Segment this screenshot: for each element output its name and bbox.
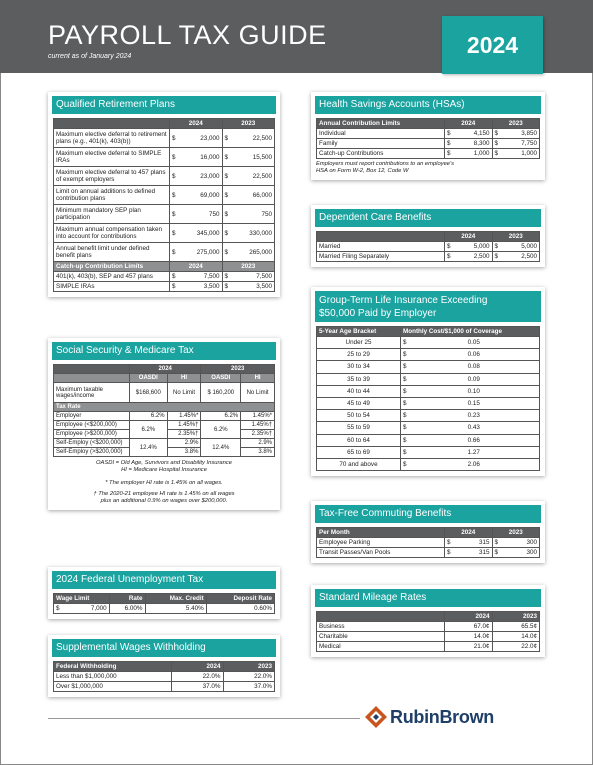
dollar-sign: $: [401, 434, 409, 446]
dollar-sign: $: [445, 538, 453, 548]
row-label: Family: [317, 139, 445, 149]
dollar-sign: $: [170, 129, 178, 148]
monthly-cost: 0.15: [409, 397, 540, 409]
monthly-cost: 0.09: [409, 373, 540, 385]
monthly-cost: 1.27: [409, 446, 540, 458]
dollar-sign: $: [222, 282, 230, 292]
header-cell: 2023: [492, 232, 540, 242]
table-row: [317, 458, 540, 470]
monthly-cost: 0.43: [409, 422, 540, 434]
value-2023: 66,000: [230, 186, 274, 205]
header-cell: [54, 374, 130, 383]
value-2023: 3,500: [230, 282, 274, 292]
header-cell: 2023: [223, 662, 275, 672]
value-2024: 16,000: [178, 148, 222, 167]
row-label: 401(k), 403(b), SEP and 457 plans: [54, 272, 170, 282]
table-cell: 0.60%: [206, 604, 274, 614]
table-cell: No Limit: [241, 383, 275, 403]
mileage-table: [316, 611, 540, 652]
row-label: Medical: [317, 642, 445, 652]
row-label: Maximum elective deferral to SIMPLE IRAs: [54, 148, 170, 167]
table-cell: 12.4%: [201, 439, 241, 457]
table-cell: 1.45%†: [167, 421, 201, 430]
value-2023: 7,500: [230, 272, 274, 282]
table-row: [317, 149, 540, 159]
row-label: Employee Parking: [317, 538, 445, 548]
value-2024: 345,000: [178, 224, 222, 243]
row-label: Maximum annual compensation taken into account for contributions: [54, 224, 170, 243]
dollar-sign: $: [170, 272, 178, 282]
footnote-3: plus an additional 0.9% on wages over $200,000.: [100, 498, 228, 504]
age-bracket: Under 25: [317, 337, 401, 349]
value-2024: 275,000: [178, 243, 222, 262]
header-cell: HI: [167, 374, 201, 383]
row-label: Maximum elective deferral to retirement plans (e.g., 401(k), 403(b)): [54, 129, 170, 148]
age-bracket: 65 to 69: [317, 446, 401, 458]
header-cell: Deposit Rate: [206, 594, 274, 604]
futa-card: [48, 567, 280, 619]
header-cell: Annual Contribution Limits: [317, 119, 445, 129]
value-2024: 3,500: [178, 282, 222, 292]
table-row: [317, 538, 540, 548]
value-2023: 22,500: [230, 167, 274, 186]
dollar-sign: $: [401, 458, 409, 470]
header-cell: Monthly Cost/$1,000 of Coverage: [401, 327, 540, 337]
catchup-header: Catch-up Contribution Limits: [54, 262, 170, 272]
dollar-sign: $: [222, 224, 230, 243]
value-2023: 1,000: [500, 149, 539, 159]
table-cell: 2.35%†: [241, 430, 275, 439]
header-cell: [54, 119, 170, 129]
value-2023: 7,750: [500, 139, 539, 149]
retirement-title: Qualified Retirement Plans: [52, 96, 276, 114]
value-2024: 315: [453, 538, 492, 548]
header-cell: 2023: [222, 119, 275, 129]
dollar-sign: $: [170, 167, 178, 186]
value-2023: 14.0¢: [492, 632, 540, 642]
hsa-table: [316, 118, 540, 159]
page-subtitle: current as of January 2024: [48, 53, 132, 60]
table-cell: $ 160,200: [201, 383, 241, 403]
mileage-title: Standard Mileage Rates: [315, 589, 541, 607]
dollar-sign: $: [492, 548, 500, 558]
header-cell: Federal Withholding: [54, 662, 172, 672]
header-cell: 2024: [170, 262, 223, 272]
header-cell: Rate: [109, 594, 145, 604]
dollar-sign: $: [401, 361, 409, 373]
table-row: [317, 397, 540, 409]
table-cell: Maximum taxable wages/income: [54, 383, 130, 403]
dollar-sign: $: [445, 139, 453, 149]
table-cell: 5.40%: [145, 604, 206, 614]
dollar-sign: $: [401, 337, 409, 349]
dollar-sign: $: [222, 129, 230, 148]
footnote: [53, 480, 275, 505]
value-2024: 8,300: [453, 139, 492, 149]
futa-table: [53, 593, 275, 614]
value-2024: 21.0¢: [445, 642, 493, 652]
value-2023: 3,850: [500, 129, 539, 139]
dollar-sign: $: [445, 149, 453, 159]
supplemental-card: [48, 635, 280, 697]
table-cell: 2.9%: [167, 439, 201, 448]
value-2023: 65.5¢: [492, 622, 540, 632]
table-row: [54, 205, 275, 224]
table-row: [54, 148, 275, 167]
page-title: PAYROLL TAX GUIDE: [48, 20, 327, 50]
table-row: [317, 242, 540, 252]
table-cell: 6.2%: [201, 412, 241, 421]
row-label: Charitable: [317, 632, 445, 642]
table-row: [317, 632, 540, 642]
row-label: Individual: [317, 129, 445, 139]
value-2023: 15,500: [230, 148, 274, 167]
header-cell: 2024: [445, 528, 493, 538]
dollar-sign: $: [445, 252, 453, 262]
header-cell: 2024: [172, 662, 224, 672]
header-cell: [317, 612, 445, 622]
row-label: Married: [317, 242, 445, 252]
dollar-sign: $: [222, 186, 230, 205]
table-cell: 6.00%: [109, 604, 145, 614]
value-2024: 14.0¢: [445, 632, 493, 642]
table-cell: Self-Employ (<$200,000): [54, 439, 130, 448]
table-cell: No Limit: [167, 383, 201, 403]
table-cell: 3.8%: [241, 448, 275, 457]
table-row: [317, 252, 540, 262]
table-cell: Employer: [54, 412, 130, 421]
value-2024: 4,150: [453, 129, 492, 139]
row-label: Minimum mandatory SEP plan participation: [54, 205, 170, 224]
supplemental-title: Supplemental Wages Withholding: [52, 639, 276, 657]
gtl-card: [311, 287, 545, 476]
table-row: [317, 373, 540, 385]
monthly-cost: 0.06: [409, 349, 540, 361]
value-2024: 7,500: [178, 272, 222, 282]
value-2023: 2,500: [500, 252, 539, 262]
rubinbrown-logo: [364, 705, 494, 729]
tax-rate-header: Tax Rate: [54, 403, 275, 412]
dollar-sign: $: [401, 397, 409, 409]
row-label: Less than $1,000,000: [54, 672, 172, 682]
legend-note: [53, 460, 275, 474]
table-row: [317, 337, 540, 349]
dollar-sign: $: [170, 148, 178, 167]
social-title: Social Security & Medicare Tax: [52, 342, 276, 360]
table-row: [54, 243, 275, 262]
table-row: [54, 129, 275, 148]
dollar-sign: $: [445, 129, 453, 139]
value-2023: 22,500: [230, 129, 274, 148]
value-2024: 23,000: [178, 129, 222, 148]
table-cell: 1.45%*: [167, 412, 201, 421]
monthly-cost: 0.23: [409, 410, 540, 422]
header-cell: Per Month: [317, 528, 445, 538]
table-cell: Employee (<$200,000): [54, 421, 130, 430]
row-label: Maximum elective deferral to 457 plans of exempt employers: [54, 167, 170, 186]
value-2024: 67.0¢: [445, 622, 493, 632]
header-cell: 2023: [492, 119, 540, 129]
gtl-title-line1: Group-Term Life Insurance Exceeding: [319, 295, 488, 306]
value-2024: 2,500: [453, 252, 492, 262]
dollar-sign: $: [54, 604, 62, 614]
hsa-note-2: HSA on Form W-2, Box 12, Code W: [316, 168, 409, 174]
table-row: [54, 186, 275, 205]
hsa-note-1: Employers must report contributions to an employee's: [316, 161, 455, 167]
table-row: [317, 422, 540, 434]
dependent-card: [311, 205, 545, 267]
table-row: [317, 548, 540, 558]
retirement-card: [48, 92, 280, 297]
row-label: Transit Passes/Van Pools: [317, 548, 445, 558]
header-cell: 2024: [130, 365, 201, 374]
dollar-sign: $: [222, 272, 230, 282]
row-label: Annual benefit limit under defined benefit plans: [54, 243, 170, 262]
hsa-title: Health Savings Accounts (HSAs): [315, 96, 541, 114]
dollar-sign: $: [222, 205, 230, 224]
age-bracket: 35 to 39: [317, 373, 401, 385]
value-2024: 750: [178, 205, 222, 224]
dollar-sign: $: [492, 538, 500, 548]
dollar-sign: $: [492, 149, 500, 159]
value-2023: 330,000: [230, 224, 274, 243]
dependent-title: Dependent Care Benefits: [315, 209, 541, 227]
footnote-2: † The 2020-21 employee HI rate is 1.45% on all wages: [93, 491, 235, 497]
logo-mark-icon: [364, 705, 388, 729]
dollar-sign: $: [492, 139, 500, 149]
value-2024: 315: [453, 548, 492, 558]
table-cell: 12.4%: [130, 439, 168, 457]
row-label: SIMPLE IRAs: [54, 282, 170, 292]
row-label: Limit on annual additions to defined contribution plans: [54, 186, 170, 205]
dollar-sign: $: [401, 422, 409, 434]
header-cell: 2023: [492, 528, 540, 538]
dollar-sign: $: [222, 243, 230, 262]
table-cell: 7,000: [62, 604, 110, 614]
table-row: [54, 224, 275, 243]
table-row: [317, 622, 540, 632]
hsa-note: [316, 161, 540, 175]
age-bracket: 50 to 54: [317, 410, 401, 422]
legend-oasdi: OASDI = Old Age, Survivors and Disability Insurance: [96, 460, 232, 466]
dollar-sign: $: [401, 385, 409, 397]
table-cell: 2.9%: [241, 439, 275, 448]
commute-card: [311, 501, 545, 563]
monthly-cost: 0.05: [409, 337, 540, 349]
monthly-cost: 0.10: [409, 385, 540, 397]
value-2024: 1,000: [453, 149, 492, 159]
dollar-sign: $: [401, 446, 409, 458]
table-row: [317, 446, 540, 458]
dollar-sign: $: [401, 373, 409, 385]
table-row: [317, 361, 540, 373]
logo-text: RubinBrown: [390, 706, 494, 727]
supplemental-table: [53, 661, 275, 692]
age-bracket: 70 and above: [317, 458, 401, 470]
header-cell: 2023: [222, 262, 275, 272]
table-row: [54, 682, 275, 692]
table-cell: Employee (>$200,000): [54, 430, 130, 439]
table-row: [54, 272, 275, 282]
table-row: [317, 129, 540, 139]
table-cell: 6.2%: [201, 421, 241, 439]
commute-table: [316, 527, 540, 558]
footer-divider: [48, 718, 360, 719]
dollar-sign: $: [401, 410, 409, 422]
retirement-table: [53, 118, 275, 292]
dollar-sign: $: [401, 349, 409, 361]
value-2023: 37.0%: [223, 682, 275, 692]
footnote-1: * The employer HI rate is 1.45% on all wages.: [105, 480, 223, 486]
value-2023: 300: [500, 538, 539, 548]
table-row: [317, 642, 540, 652]
header-cell: Wage Limit: [54, 594, 110, 604]
header-cell: OASDI: [201, 374, 241, 383]
age-bracket: 55 to 59: [317, 422, 401, 434]
table-row: [317, 349, 540, 361]
value-2023: 5,000: [500, 242, 539, 252]
age-bracket: 40 to 44: [317, 385, 401, 397]
gtl-title-line2: $50,000 Paid by Employer: [319, 308, 437, 319]
value-2023: 22.0%: [223, 672, 275, 682]
commute-title: Tax-Free Commuting Benefits: [315, 505, 541, 523]
age-bracket: 25 to 29: [317, 349, 401, 361]
dollar-sign: $: [170, 282, 178, 292]
value-2024: 5,000: [453, 242, 492, 252]
value-2023: 750: [230, 205, 274, 224]
dollar-sign: $: [170, 205, 178, 224]
value-2024: 37.0%: [172, 682, 224, 692]
header-cell: OASDI: [130, 374, 168, 383]
header-cell: [54, 365, 130, 374]
monthly-cost: 0.08: [409, 361, 540, 373]
header-cell: 5-Year Age Bracket: [317, 327, 401, 337]
header-cell: HI: [241, 374, 275, 383]
table-cell: 6.2%: [130, 421, 168, 439]
age-bracket: 60 to 64: [317, 434, 401, 446]
futa-title: 2024 Federal Unemployment Tax: [52, 571, 276, 589]
table-cell: Self-Employ (>$200,000): [54, 448, 130, 457]
header-cell: 2023: [492, 612, 540, 622]
value-2023: 22.0¢: [492, 642, 540, 652]
dollar-sign: $: [492, 252, 500, 262]
dollar-sign: $: [222, 148, 230, 167]
table-cell: 2.35%†: [167, 430, 201, 439]
table-cell: 3.8%: [167, 448, 201, 457]
dollar-sign: $: [222, 167, 230, 186]
table-row: [54, 672, 275, 682]
gtl-table: [316, 326, 540, 471]
table-cell: 1.45%*: [241, 412, 275, 421]
header-cell: [317, 232, 445, 242]
gtl-title: [315, 291, 541, 322]
value-2023: 300: [500, 548, 539, 558]
legend-hi: HI = Medicare Hospital Insurance: [121, 467, 207, 473]
table-row: [317, 410, 540, 422]
value-2024: 69,000: [178, 186, 222, 205]
header-cell: Max. Credit: [145, 594, 206, 604]
table-cell: 6.2%: [130, 412, 168, 421]
dollar-sign: $: [170, 243, 178, 262]
table-row: [54, 167, 275, 186]
row-label: Over $1,000,000: [54, 682, 172, 692]
value-2024: 22.0%: [172, 672, 224, 682]
header-cell: 2024: [445, 119, 493, 129]
table-cell: $168,600: [130, 383, 168, 403]
table-row: [317, 434, 540, 446]
table-row: [317, 385, 540, 397]
value-2024: 23,000: [178, 167, 222, 186]
hsa-card: [311, 92, 545, 180]
value-2023: 265,000: [230, 243, 274, 262]
age-bracket: 45 to 49: [317, 397, 401, 409]
row-label: Catch-up Contributions: [317, 149, 445, 159]
dollar-sign: $: [445, 242, 453, 252]
dependent-table: [316, 231, 540, 262]
age-bracket: 30 to 34: [317, 361, 401, 373]
dollar-sign: $: [492, 242, 500, 252]
social-security-card: [48, 338, 280, 510]
mileage-card: [311, 585, 545, 657]
table-row: [54, 282, 275, 292]
social-table: [53, 364, 275, 457]
row-label: Married Filing Separately: [317, 252, 445, 262]
header-cell: 2024: [445, 612, 493, 622]
dollar-sign: $: [170, 224, 178, 243]
header-cell: 2024: [170, 119, 223, 129]
header-cell: 2023: [201, 365, 275, 374]
table-row: [317, 139, 540, 149]
year-badge: 2024: [442, 16, 543, 74]
dollar-sign: $: [170, 186, 178, 205]
header-cell: 2024: [445, 232, 493, 242]
dollar-sign: $: [492, 129, 500, 139]
monthly-cost: 0.66: [409, 434, 540, 446]
monthly-cost: 2.06: [409, 458, 540, 470]
dollar-sign: $: [445, 548, 453, 558]
table-cell: 1.45%†: [241, 421, 275, 430]
row-label: Business: [317, 622, 445, 632]
